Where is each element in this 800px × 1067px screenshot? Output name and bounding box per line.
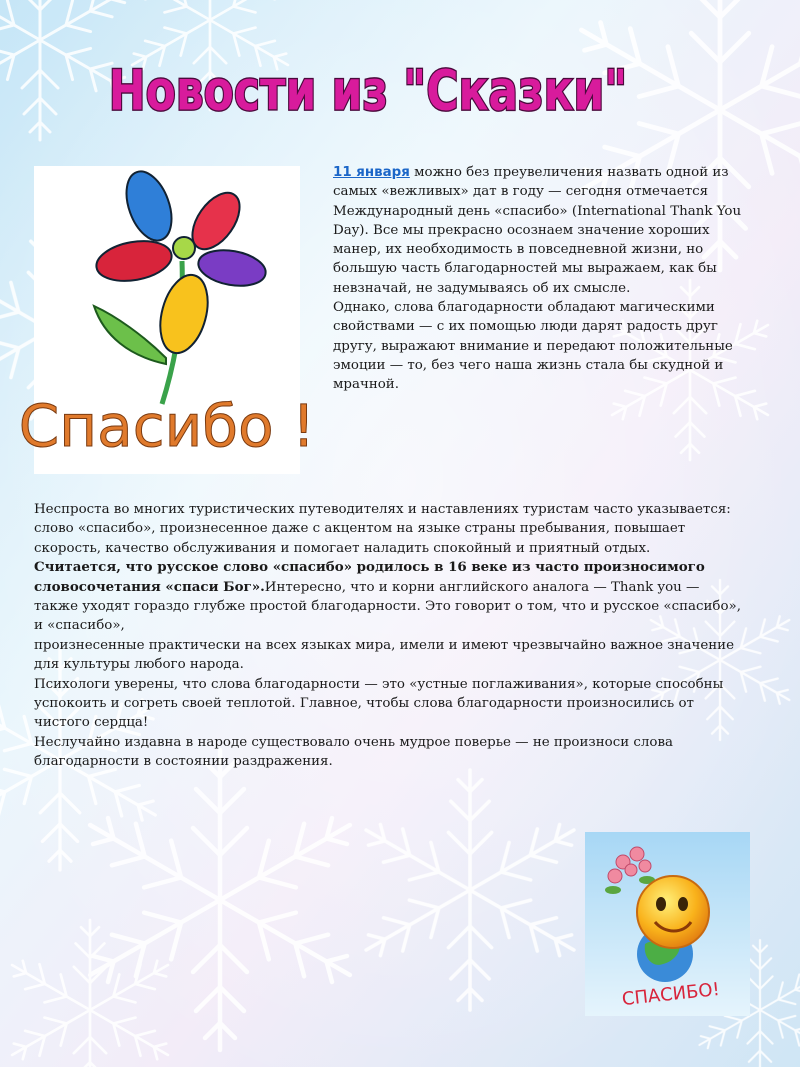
body-paragraph-2	[34, 558, 746, 636]
body-paragraph-3: произнесенные практически на всех языках мира, имели и имеют чрезвычайно важное значение для культуры любого народа.	[34, 637, 735, 673]
intro-paragraph-2: Однако, слова благодарности обладают магическими свойствами — с их помощью люди дарят радость друг другу, выражают внимание и передают положительные эмоции — то, без чего наша жизнь стала бы скудной и мрачной.	[333, 300, 733, 393]
intro-text-1: можно без преувеличения назвать одной из самых «вежливых» дат в году — сегодня отмечается Международный день «спасибо» (International Thank You Day). Все мы прекрасно осознаем значение хороших манер, их необходимость в повседневной жизни, но большую часть благодарностей мы выражаем, как бы невзначай, не задумываясь об их смысле.	[333, 165, 742, 296]
sun-image	[585, 832, 750, 1016]
body-paragraph-2-rest: Интересно, что и корни английского аналога — Thank you — также уходят гораздо глубже простой благодарности. Это говорит о том, что и русское «спасибо», и «спасибо»,	[34, 579, 741, 634]
body-paragraph-4: Психологи уверены, что слова благодарности — это «устные поглаживания», которые способны успокоить и согреть своей теплотой. Главное, чтобы слова благодарности произносились от чистого сердца!	[34, 676, 724, 731]
page-title-text: Новости из "Сказки"	[108, 58, 628, 123]
intro-paragraph-1	[333, 163, 743, 298]
body-paragraph-1: Неспроста во многих туристических путеводителях и наставлениях туристам часто указывается: слово «спасибо», произнесенное даже с акцентом на языке страны пребывания, повышает скорость, качество обслуживания и помогает наладить спокойный и приятный отдых.	[34, 502, 731, 556]
sun-caption: СПАСИБО!	[620, 978, 721, 1011]
body-paragraph-5: Неслучайно издавна в народе существовало очень мудрое поверье — не произноси слова благодарности в состоянии раздражения.	[34, 734, 673, 770]
article-body	[34, 500, 746, 772]
date-link[interactable]: 11 января	[333, 165, 410, 180]
body-bold-statement: Считается, что русское слово «спасибо» родилось в 16 веке из часто произносимого словосочетания «спаси Бог».	[34, 559, 705, 595]
intro-text	[333, 163, 743, 395]
flower-image	[18, 166, 316, 474]
page-title	[108, 52, 628, 132]
flower-caption: Спасибо !	[18, 392, 316, 460]
